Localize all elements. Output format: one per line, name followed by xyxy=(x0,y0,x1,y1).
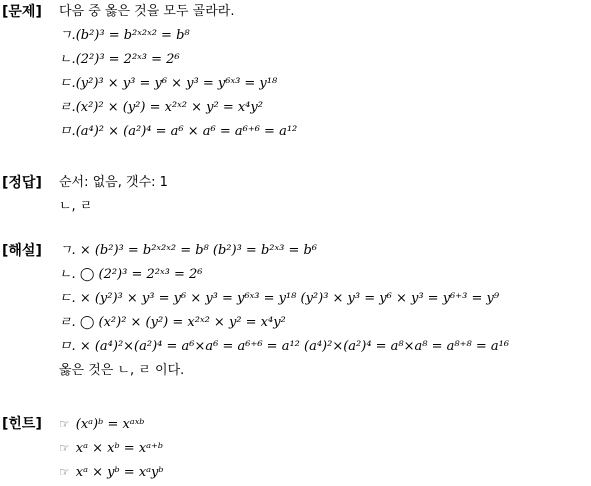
answer-choices: ㄴ, ㄹ xyxy=(59,199,93,214)
problem-item: ㄱ.(b²)³ = b²ˣ²ˣ² = b⁸ xyxy=(59,28,190,43)
hint-formula: xᵃ × xᵇ = xᵃ⁺ᵇ xyxy=(75,441,164,456)
hint-formula: xᵃ × yᵇ = xᵃyᵇ xyxy=(75,465,164,480)
problem-body xyxy=(59,2,591,146)
answer-count: 순서: 없음, 갯수: 1 xyxy=(59,175,168,190)
explanation-label: [해설] xyxy=(2,243,42,259)
explanation-conclusion: 옳은 것은 ㄴ, ㄹ 이다. xyxy=(59,363,185,378)
answer-body xyxy=(59,173,591,221)
explanation-body xyxy=(59,241,591,385)
hint-label: [힌트] xyxy=(2,416,42,432)
answer-label: [정답] xyxy=(2,175,42,191)
explanation-item: ㄴ. ◯ (2²)³ = 2²ˣ³ = 2⁶ xyxy=(59,267,203,282)
explanation-item: ㄱ. × (b²)³ = b²ˣ²ˣ² = b⁸ (b²)³ = b²ˣ³ = b⁶ xyxy=(59,243,317,258)
problem-item: ㄹ.(x²)² × (y²) = x²ˣ² × y² = x⁴y² xyxy=(59,100,263,115)
explanation-item: ㄷ. × (y²)³ × y³ = y⁶ × y³ = y⁶ˣ³ = y¹⁸ (y²)³ × y³ = y⁶ × y³ = y⁶⁺³ = y⁹ xyxy=(59,291,500,306)
hint-item xyxy=(59,462,591,486)
problem-label: [문제] xyxy=(2,4,42,20)
explanation-item: ㄹ. ◯ (x²)² × (y²) = x²ˣ² × y² = x⁴y² xyxy=(59,315,286,330)
hint-item xyxy=(59,438,591,462)
problem-question: 다음 중 옳은 것을 모두 골라라. xyxy=(59,4,235,19)
explanation-item: ㅁ. × (a⁴)²×(a²)⁴ = a⁶×a⁶ = a⁶⁺⁶ = a¹² (a⁴)²×(a²)⁴ = a⁸×a⁸ = a⁸⁺⁸ = a¹⁶ xyxy=(59,339,510,354)
pointing-hand-icon: ☞ xyxy=(59,417,70,431)
pointing-hand-icon: ☞ xyxy=(59,441,70,455)
pointing-hand-icon: ☞ xyxy=(59,465,70,479)
problem-item: ㅁ.(a⁴)² × (a²)⁴ = a⁶ × a⁶ = a⁶⁺⁶ = a¹² xyxy=(59,124,298,139)
hint-item xyxy=(59,414,591,438)
hint-body xyxy=(59,414,591,486)
problem-item: ㄷ.(y²)³ × y³ = y⁶ × y³ = y⁶ˣ³ = y¹⁸ xyxy=(59,76,278,91)
problem-item: ㄴ.(2²)³ = 2²ˣ³ = 2⁶ xyxy=(59,52,180,67)
hint-formula: (xᵃ)ᵇ = xᵃˣᵇ xyxy=(75,417,145,432)
